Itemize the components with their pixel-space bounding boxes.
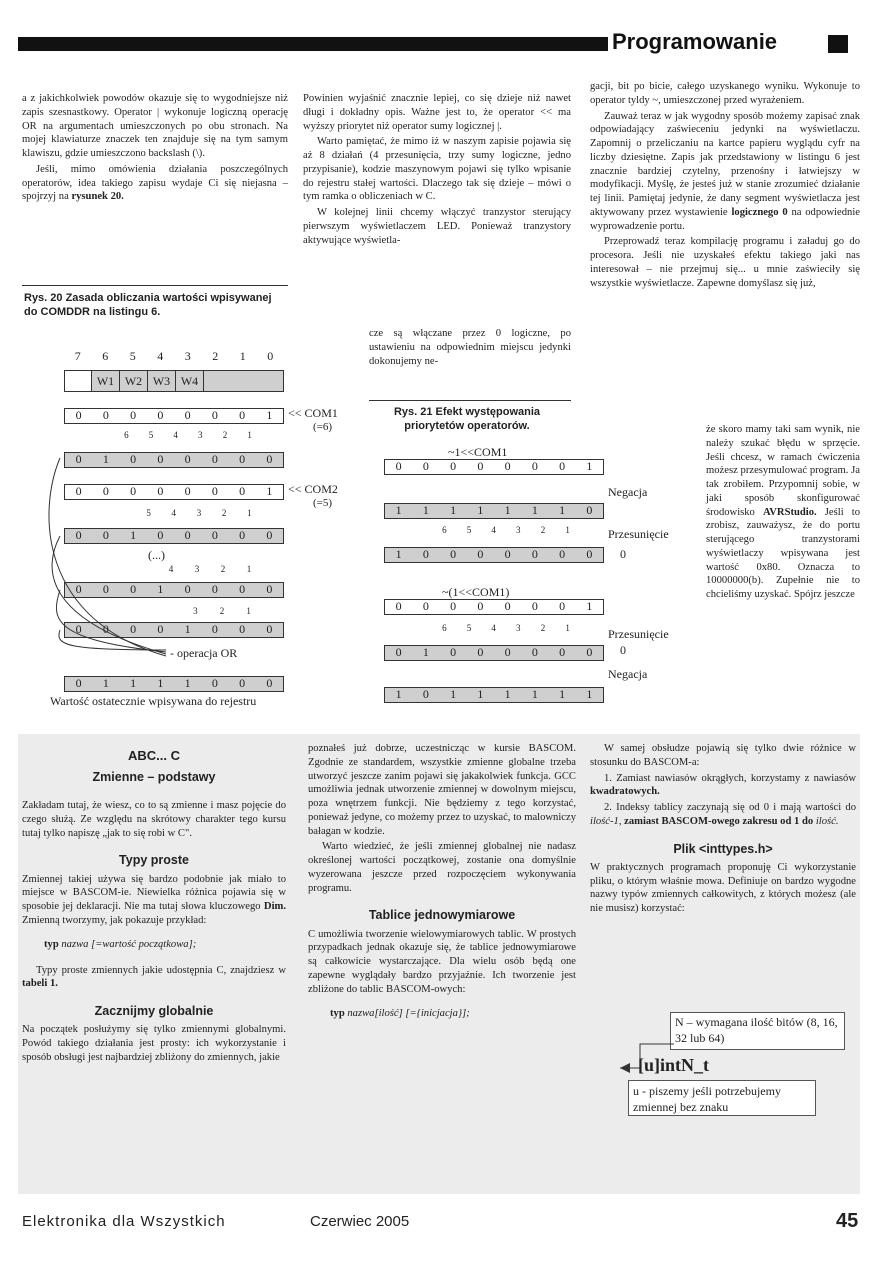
shift-step: 4 [491, 525, 496, 536]
fig21-caption: Rys. 21 Efekt występowania priorytetów operatorów. [393, 406, 541, 432]
bit: 0 [395, 599, 402, 614]
shift-step: 1 [565, 525, 570, 536]
bit: 1 [450, 687, 457, 702]
fig20-caption: Rys. 20 Zasada obliczania wartości wpisywanej do COMDDR na listingu 6. [24, 292, 272, 318]
box-column-1 [22, 748, 286, 1067]
reg2-sub: (=5) [313, 497, 333, 509]
bit: 0 [266, 676, 273, 691]
reg2-label: << COM2 [288, 482, 338, 496]
bit: 0 [211, 676, 218, 691]
bit: 0 [504, 645, 511, 660]
bit: 0 [450, 547, 457, 562]
shift-step: 3 [516, 623, 521, 634]
shift-b1 [432, 621, 580, 637]
w-label: W4 [176, 371, 204, 391]
bit: 1 [130, 528, 137, 543]
n-note-box: N – wymagana ilość bitów (8, 16, 32 lub 64) [670, 1012, 845, 1050]
shift-step: 2 [540, 525, 546, 536]
bit: 0 [450, 459, 457, 474]
bit: 0 [504, 547, 511, 562]
shift-step: 6 [124, 430, 129, 441]
bit: 1 [395, 503, 402, 518]
dots: (...) [148, 548, 165, 562]
figure-21 [378, 445, 688, 715]
bit: 0 [559, 547, 566, 562]
bit: 0 [450, 599, 457, 614]
shift-1 [114, 428, 262, 444]
bit: 1 [450, 503, 457, 518]
bit: 1 [266, 408, 273, 423]
bit: 0 [266, 452, 273, 467]
bit: 0 [102, 622, 109, 637]
box-title: ABC... C [128, 748, 180, 763]
column-2-text [303, 92, 571, 249]
bit-number: 1 [239, 349, 246, 364]
column-3-text [590, 80, 860, 292]
bit: 0 [239, 528, 246, 543]
w-register [64, 370, 284, 392]
shift-step: 1 [247, 430, 252, 441]
paragraph: Zmiennej takiej używa się bardzo podobnie jak miało to miejsce w BASCOM-ie. Niewielka różnica pojawia się w sposobie jej deklaracji. Nie ma tutaj słowa kluczowego Dim. Zmienną tworzymy, jak pokazuje przykład: [22, 873, 286, 926]
negation-2: Negacja [608, 667, 648, 681]
paragraph: Zakładam tutaj, że wiesz, co to są zmienne i masz pojęcie do czego służą. Ze względu na skrótowy charakter tego kursu tutaj tylko napiszę „jak to się robi w C". [22, 800, 286, 839]
figure-20 [30, 349, 338, 730]
bit: 0 [102, 484, 109, 499]
bit: 0 [130, 452, 137, 467]
expr-2: ~(1<<COM1) [442, 585, 510, 599]
bit: 0 [211, 484, 218, 499]
bit: 0 [130, 582, 137, 597]
bit: 0 [157, 484, 164, 499]
bit: 0 [504, 599, 511, 614]
bit: 0 [559, 645, 566, 660]
bit: 0 [102, 408, 109, 423]
bit: 0 [422, 599, 429, 614]
bit: 1 [102, 676, 109, 691]
section-title: Programowanie [612, 29, 778, 54]
paragraph: cze są włączane przez 0 logiczne, po ustawieniu na odpowiednim miejscu jedynki dokonujemy ne- [369, 328, 571, 367]
column-2-text-cont [369, 327, 571, 370]
fig21-rule [369, 400, 571, 401]
bit: 1 [395, 547, 402, 562]
paragraph: a z jakichkolwiek powodów okazuje się to wygodniejsze niż zapis szesnastkowy. Operator | wykonuje logiczną operację OR na argumentach umieszczonych po obu stronach. Na mojej klawiaturze znaczek ten znajduje się na tym samym klawiszu, gdzie umieszczono backslash (\). [22, 93, 288, 160]
bit: 0 [395, 645, 402, 660]
bit-number: 5 [129, 349, 136, 364]
paragraph: 1. Zamiast nawiasów okrągłych, korzystamy z nawiasów kwadratowych. [590, 772, 856, 798]
shift-step: 4 [173, 430, 178, 441]
shift-step: 2 [220, 564, 226, 575]
bit: 0 [157, 452, 164, 467]
bit: 0 [157, 408, 164, 423]
paragraph: Typy proste zmiennych jakie udostępnia C, znajdziesz w tabeli 1. [22, 964, 286, 990]
paragraph: że skoro mamy taki sam wynik, nie należy szukać błędu w sprzęcie. Jeśli chcesz, w ramach ćwiczenia możesz przesymulować program. Ja tak zrobiłem. Przypomnij sobie, w jaki sposób skonfigurować środowisko AVRStudio. Jeśli to zrobisz, zauważysz, że do portu sterującego tranzystorami wyświetlaczy wpisywana jest wartość 0x80. Oznacza to 10000000(b). Zupełnie nie to chcieliśmy uzyskać. Spójrz jeszcze [706, 424, 861, 601]
negation-1: Negacja [608, 485, 648, 499]
bit: 0 [211, 622, 218, 637]
paragraph: Na początek posłużymy się tylko zmiennymi globalnymi. Powód takiego działania jest prosty: ich wykorzystanie i sposób obsługi jest najbardziej zbliżony do zmiennych, jakie [22, 1024, 286, 1063]
or-arrows [30, 450, 170, 660]
bit: 1 [184, 676, 191, 691]
paragraph: W kolejnej linii chcemy włączyć tranzystor sterujący pierwszym wyświetlaczem LED. Ponieważ tranzystory aktywujące wyświetla- [303, 207, 571, 246]
shift-4 [182, 604, 262, 620]
paragraph: Warto pamiętać, że mimo iż w naszym zapisie pojawia się aż 8 działań (4 przesunięcia, trzy sumy logiczne, jedno przypisanie), kodzie maszynowym pojawi się tylko wpisanie do rejestru stałej wartości. Dlaczego tak się dzieje – mówi o tym ramka o obliczeniach w C. [303, 136, 571, 203]
bit: 0 [531, 645, 538, 660]
zero-1: 0 [620, 547, 626, 561]
bit: 0 [559, 599, 566, 614]
reg-a3 [384, 547, 604, 563]
bit: 0 [184, 582, 191, 597]
w-label: W2 [120, 371, 148, 391]
shift-step: 3 [196, 508, 202, 519]
bit-number: 4 [157, 349, 164, 364]
box-subtitle: Zmienne – podstawy [92, 769, 216, 784]
w-label: W1 [92, 371, 120, 391]
bit: 0 [75, 582, 82, 597]
bit: 0 [266, 528, 273, 543]
bit: 1 [102, 452, 109, 467]
bit: 1 [422, 645, 429, 660]
shift-step: 2 [222, 430, 228, 441]
or-label: - operacja OR [170, 646, 238, 660]
bit: 0 [559, 459, 566, 474]
shift-step: 3 [193, 606, 198, 617]
bit: 1 [586, 687, 593, 702]
bit: 0 [504, 459, 511, 474]
shift-step: 1 [246, 564, 252, 575]
bit: 0 [157, 528, 164, 543]
paragraph: W samej obsłudze pojawią się tylko dwie różnice w stosunku do BASCOM-a: [590, 743, 856, 768]
bit: 0 [157, 622, 164, 637]
box-column-3 [590, 742, 856, 918]
bit: 0 [184, 484, 191, 499]
bit: 0 [211, 408, 218, 423]
bit: 1 [531, 503, 538, 518]
bit: 1 [422, 503, 429, 518]
bit: 0 [422, 459, 429, 474]
u-note-box: u - piszemy jeśli potrzebujemy zmiennej bez znaku [628, 1080, 816, 1116]
column-1-text [22, 92, 288, 206]
box-column-2 [308, 742, 576, 1032]
bit: 1 [477, 503, 484, 518]
bit: 0 [586, 503, 593, 518]
bit: 0 [102, 582, 109, 597]
bit: 1 [504, 503, 511, 518]
header-square [828, 35, 848, 53]
bit: 0 [395, 459, 402, 474]
bit: 0 [75, 528, 82, 543]
paragraph: C umożliwia tworzenie wielowymiarowych tablic. W prostych przypadkach jednak okazuje się, że tablice jednowymiarowe są całkowicie wystarczające. Dla wielu osób będą one zapewne wyglądały bardzo przyjaźnie. Ich tworzenie jest zbliżone do tablic BASCOM-owych: [308, 928, 576, 995]
shift-step: 6 [442, 525, 447, 536]
bit: 0 [266, 582, 273, 597]
bit: 1 [477, 687, 484, 702]
heading-typy: Typy proste [119, 853, 189, 868]
bit: 0 [531, 459, 538, 474]
bit: 0 [239, 622, 246, 637]
reg1-sub: (=6) [313, 421, 333, 433]
bit: 0 [239, 582, 246, 597]
expr-1: ~1<<COM1 [448, 445, 508, 459]
bit: 0 [75, 622, 82, 637]
shift-step: 1 [246, 606, 251, 617]
paragraph: 2. Indeksy tablicy zaczynają się od 0 i mają wartości do ilość-1, zamiast BASCOM-owego zakresu od 1 do ilość. [590, 802, 856, 827]
shift-step: 3 [516, 525, 521, 536]
bit: 0 [477, 599, 484, 614]
bit: 0 [184, 452, 191, 467]
heading-globalnie: Zacznijmy globalnie [94, 1004, 214, 1019]
heading-tablice: Tablice jednowymiarowe [368, 908, 516, 923]
bit: 0 [239, 484, 246, 499]
bit: 1 [184, 622, 191, 637]
shift-step: 2 [221, 508, 227, 519]
paragraph: Jeśli, mimo omówienia działania poszczególnych operatorów, idea takiego zapisu wydaje Ci się niejasna – spojrzyj na rysunek 20. [22, 163, 288, 203]
w-label: W3 [148, 371, 176, 391]
bit: 0 [239, 676, 246, 691]
bit: 1 [586, 599, 593, 614]
bit: 0 [211, 528, 218, 543]
bit: 1 [559, 503, 566, 518]
paragraph: gacji, bit po bicie, całego uzyskanego wyniku. Wykonuje to operator tyldy ~, umieszczonej przed wyrażeniem. [590, 81, 860, 106]
bit: 0 [239, 408, 246, 423]
page-number: 45 [836, 1210, 859, 1232]
shift-step: 4 [171, 508, 177, 519]
fig20-rule [22, 285, 288, 286]
paragraph: poznałeś już dobrze, uczestnicząc w kursie BASCOM. Zgodnie ze standardem, wszystkie zmienne globalne trzeba utworzyć jeszcze zanim pojawi się jakakolwiek funkcja. GCC umożliwia jednak utworzenie zmiennej w dowolnym miejscu, poza wnętrzem funkcji. Nie będziemy z tego korzystać, ponieważ jedyne, co możemy przez to uzyskać, to malowniczy bałagan w kodzie. [308, 743, 576, 837]
bit: 0 [586, 547, 593, 562]
heading-inttypes: Plik <inttypes.h> [673, 841, 773, 856]
bit: 0 [239, 452, 246, 467]
final-register [64, 676, 284, 692]
bit: 0 [266, 622, 273, 637]
bit: 0 [211, 582, 218, 597]
bit: 0 [75, 484, 82, 499]
bit: 0 [477, 645, 484, 660]
shift-step: 5 [148, 430, 154, 441]
bit: 0 [422, 547, 429, 562]
shift-step: 6 [442, 623, 447, 634]
magazine-name: Elektronika dla Wszystkich [22, 1213, 226, 1230]
bit: 1 [157, 676, 164, 691]
bit: 1 [395, 687, 402, 702]
bit: 1 [504, 687, 511, 702]
bit-numbers [64, 350, 284, 364]
reg-b3 [384, 687, 604, 703]
final-caption: Wartość ostatecznie wpisywana do rejestru [50, 694, 257, 708]
bit: 0 [531, 547, 538, 562]
reg-a1 [384, 459, 604, 475]
bit: 0 [184, 408, 191, 423]
shift-step: 3 [194, 564, 200, 575]
bit: 1 [559, 687, 566, 702]
bit: 0 [75, 452, 82, 467]
reg-b1 [384, 599, 604, 615]
bit: 0 [477, 459, 484, 474]
bit: 0 [75, 676, 82, 691]
bit: 0 [531, 599, 538, 614]
bit: 1 [586, 459, 593, 474]
bit: 1 [130, 676, 137, 691]
reg1-label: << COM1 [288, 406, 338, 420]
shift-step: 4 [491, 623, 496, 634]
bit-number: 7 [74, 349, 81, 364]
issue-date: Czerwiec 2005 [310, 1213, 410, 1230]
paragraph: W praktycznych programach proponuję Ci wykorzystanie pliku, o którym właśnie mowa. Definiuje on bardzo wygodne nazwy typów zmiennych całkowitych, z których możesz (ale nie musisz) korzystać: [590, 861, 856, 915]
code-example-1: typ nazwa [=wartość początkowa]; [44, 938, 197, 950]
bit-number: 0 [267, 349, 274, 364]
shift-step: 1 [247, 508, 252, 519]
bit: 0 [130, 408, 137, 423]
paragraph: Powinien wyjaśnić znacznie lepiej, co się dzieje niż nawet długi i dokładny opis. Ważne jest to, że operator << ma wyższy priorytet niż operator sumy logicznej |. [303, 93, 571, 132]
bit-number: 2 [212, 349, 219, 364]
shift-label-2: Przesunięcie [608, 627, 669, 641]
zero-2: 0 [620, 643, 626, 657]
reg-b2 [384, 645, 604, 661]
paragraph: Przeprowadź teraz kompilację programu i załaduj go do procesora. Jeśli nie uzyskałeś efektu takiego jaki nas interesował – nie przejmuj się... u mnie zaświeciły się wszystkie wyświetlacze. Zapewne domyślasz się już, [590, 236, 860, 289]
shift-step: 5 [466, 623, 472, 634]
shift-step: 3 [198, 430, 203, 441]
shift-step: 5 [466, 525, 472, 536]
bit: 0 [586, 645, 593, 660]
bit: 0 [422, 687, 429, 702]
bit: 0 [184, 528, 191, 543]
shift-step: 2 [540, 623, 546, 634]
bit-number: 6 [102, 349, 109, 364]
column-3-text-cont [706, 423, 860, 604]
bit-number: 3 [184, 349, 191, 364]
w-labels [92, 371, 204, 391]
uint-type: [u]intN_t [638, 1055, 709, 1075]
reg-a2 [384, 503, 604, 519]
shift-3 [158, 562, 262, 578]
bit: 0 [477, 547, 484, 562]
shift-step: 5 [146, 508, 151, 519]
shift-a2 [432, 523, 580, 539]
bit: 0 [102, 528, 109, 543]
register-1 [64, 408, 284, 424]
bit: 1 [157, 582, 164, 597]
bit: 1 [531, 687, 538, 702]
bit: 1 [266, 484, 273, 499]
paragraph: Zauważ teraz w jak wygodny sposób możemy zapisać znak odpowiadający zaświeceniu jedynki na wyświetlaczu. Zapomnij o przeliczaniu na kartce papieru wyglądu cyfr na liczby dziesiętne. Zapis jak przedstawiony w listingu 6 jest znacznie bardziej czytelny, przenośny i łatwiejszy w modyfikacji. Myślę, że jesteś już w stanie zrozumieć działanie tej linii. Pamiętaj jedynie, że dany segment wyświetlacza jest aktywowany przez wystawienie logicznego 0 na odpowiednie wyprowadzenie portu. [590, 110, 860, 232]
bit: 0 [450, 645, 457, 660]
bit: 0 [75, 408, 82, 423]
shift-step: 2 [219, 606, 225, 617]
header-bar [18, 37, 608, 51]
bit: 0 [211, 452, 218, 467]
shift-step: 4 [168, 564, 174, 575]
paragraph: Warto wiedzieć, że jeśli zmiennej globalnej nie nadasz określonej wartości początkowej, zostanie ona domyślnie wyzerowana jeszcze przed rozpoczęciem wykonywania programu. [308, 841, 576, 894]
bit: 0 [130, 622, 137, 637]
shift-label-1: Przesunięcie [608, 527, 669, 541]
shift-step: 1 [565, 623, 570, 634]
code-example-2: typ nazwa[ilość] [={inicjacja}]; [330, 1007, 470, 1019]
bit: 0 [130, 484, 137, 499]
